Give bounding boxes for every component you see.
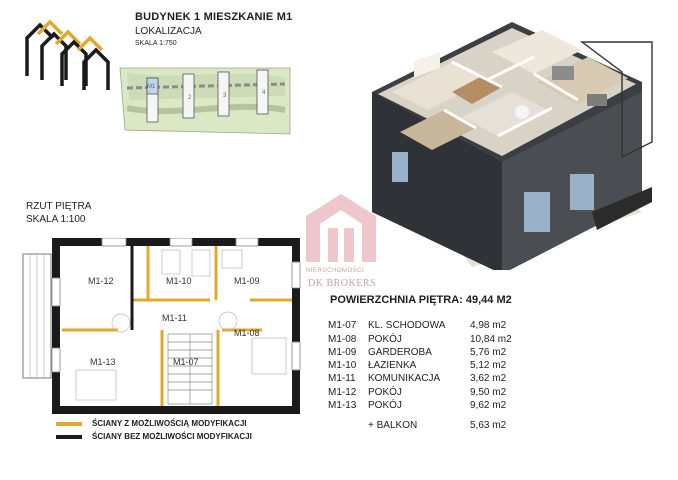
room-name: POKÓJ (368, 387, 402, 398)
room-label-m1-11: M1-11 (162, 313, 187, 323)
room-label-m1-08: M1-08 (234, 328, 260, 338)
floor-plan-scale: SKALA 1:100 (26, 214, 86, 225)
watermark-small: NIERUCHOMOŚCI (306, 268, 365, 274)
room-name: ŁAZIENKA (368, 360, 417, 371)
plot-label-3: 3 (223, 93, 227, 99)
floor-plan-title: RZUT PIĘTRA (26, 201, 92, 212)
room-name: KL. SCHODOWA (368, 320, 446, 331)
room-area: 5,12 m2 (470, 360, 507, 371)
area-row (328, 360, 530, 371)
room-label-m1-07: M1-07 (173, 357, 199, 367)
room-label-m1-10: M1-10 (166, 276, 192, 286)
brand-logo (22, 14, 112, 90)
room-code: M1-11 (328, 373, 356, 384)
room-code: M1-12 (328, 387, 357, 398)
area-row (328, 320, 530, 331)
area-row (328, 334, 530, 345)
area-row (328, 400, 530, 411)
room-code: M1-08 (328, 334, 357, 345)
room-area: 9,62 m2 (470, 400, 507, 411)
area-heading: POWIERZCHNIA PIĘTRA: 49,44 M2 (330, 294, 512, 306)
balcony-name: + BALKON (368, 420, 418, 431)
site-plan (115, 60, 295, 138)
legend-modifiable-swatch (56, 422, 82, 426)
area-row (328, 387, 530, 398)
plot-label-4: 4 (262, 90, 266, 96)
watermark-brand: DK BROKERS (308, 278, 377, 289)
room-code: M1-07 (328, 320, 357, 331)
room-area: 5,76 m2 (470, 347, 507, 358)
room-area: 3,62 m2 (470, 373, 507, 384)
room-code: M1-09 (328, 347, 357, 358)
room-name: POKÓJ (368, 334, 402, 345)
room-code: M1-13 (328, 400, 357, 411)
plot-label-2: 2 (188, 95, 192, 101)
room-label-m1-09: M1-09 (234, 276, 260, 286)
room-label-m1-12: M1-12 (88, 276, 114, 286)
room-area: 10,84 m2 (470, 334, 512, 345)
isometric-render (352, 12, 668, 270)
area-row (328, 373, 530, 384)
balcony-area: 5,63 m2 (470, 420, 507, 431)
room-name: GARDEROBA (368, 347, 432, 358)
room-code: M1-10 (328, 360, 357, 371)
room-name: KOMUNIKACJA (368, 373, 441, 384)
watermark-logo (296, 188, 386, 268)
plot-label-m1: M1 (147, 84, 156, 90)
room-area: 4,98 m2 (470, 320, 507, 331)
page-title: BUDYNEK 1 MIESZKANIE M1 (135, 11, 293, 23)
room-area: 9,50 m2 (470, 387, 507, 398)
room-name: POKÓJ (368, 400, 402, 411)
legend-modifiable-label: ŚCIANY Z MOŻLIWOŚCIĄ MODYFIKACJI (92, 419, 247, 428)
floor-plan (22, 238, 304, 414)
room-label-m1-13: M1-13 (90, 357, 116, 367)
area-row (328, 347, 530, 358)
location-scale: SKALA 1:750 (135, 40, 177, 47)
balcony-row (328, 420, 530, 431)
location-label: LOKALIZACJA (135, 26, 202, 37)
legend-fixed-swatch (56, 435, 82, 439)
legend-fixed-label: ŚCIANY BEZ MOŻLIWOŚCI MODYFIKACJI (92, 432, 252, 441)
